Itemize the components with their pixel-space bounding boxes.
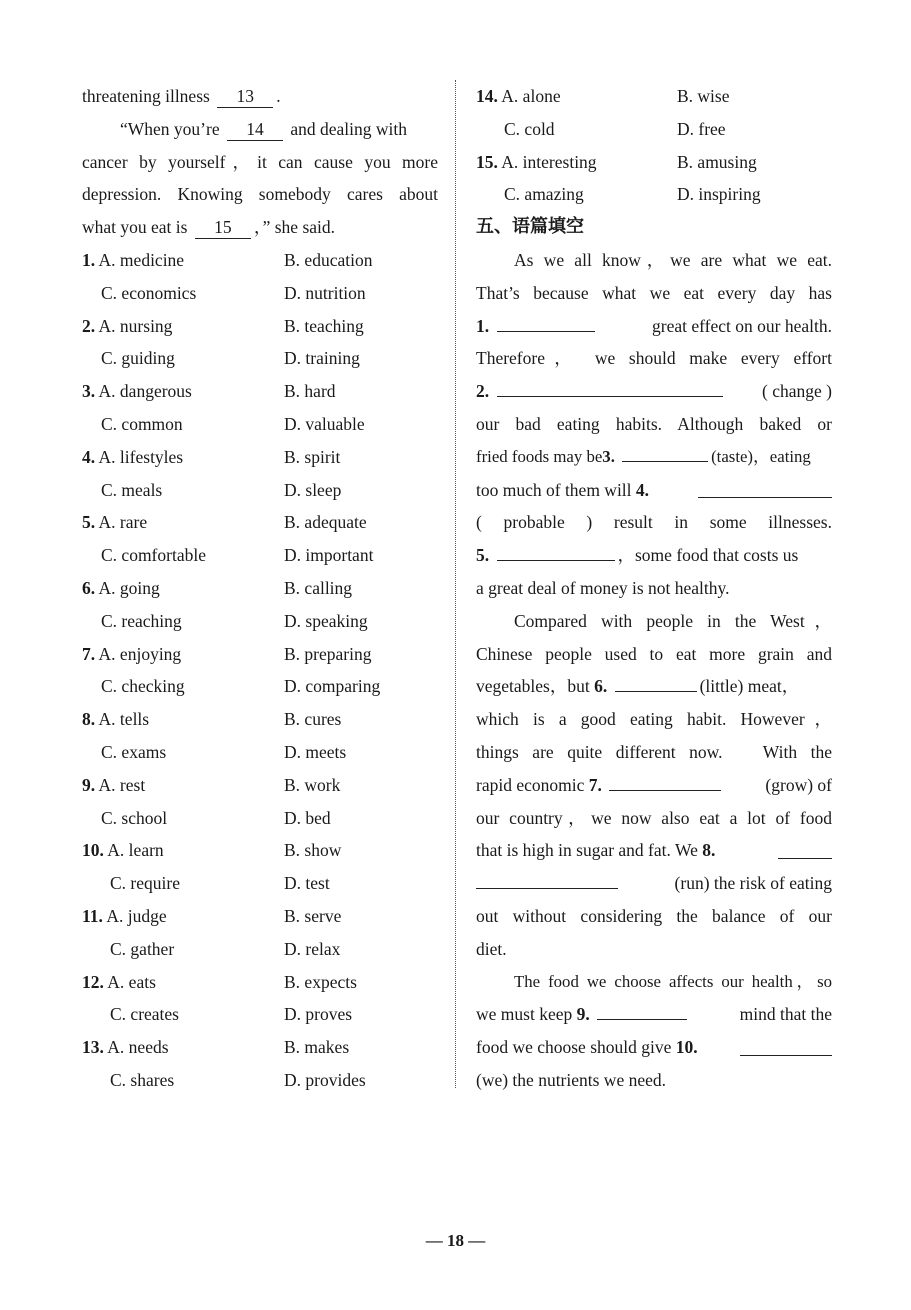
cloze-line bbox=[476, 998, 832, 1031]
question-row bbox=[82, 375, 438, 408]
question-number: 8. bbox=[82, 709, 96, 730]
option-a-label: A. rest bbox=[98, 774, 146, 795]
option-d[interactable]: D. speaking bbox=[284, 610, 368, 631]
left-question-list bbox=[82, 244, 438, 1097]
option-a[interactable] bbox=[82, 375, 192, 408]
blank-number: 5. bbox=[476, 545, 490, 566]
option-a[interactable] bbox=[476, 80, 561, 113]
option-a-label: A. needs bbox=[107, 1037, 169, 1058]
page-number: — 18 — bbox=[425, 1231, 486, 1250]
question-row bbox=[82, 506, 438, 539]
question-row bbox=[476, 178, 832, 211]
option-d[interactable]: D. inspiring bbox=[677, 184, 761, 205]
question-number: 2. bbox=[82, 315, 96, 336]
question-row bbox=[82, 867, 438, 900]
passage-line: cancer by yourself，it can cause you more bbox=[82, 151, 438, 172]
option-a-label: A. rare bbox=[98, 512, 148, 533]
question-row bbox=[476, 146, 832, 179]
option-c[interactable]: C. gather bbox=[110, 938, 175, 959]
option-d[interactable]: D. bed bbox=[284, 807, 331, 828]
option-d[interactable]: D. nutrition bbox=[284, 282, 366, 303]
option-c[interactable]: C. economics bbox=[101, 282, 197, 303]
cloze-line bbox=[476, 670, 832, 703]
cloze-line: our country，we now also eat a lot of food bbox=[476, 807, 832, 828]
cloze-line: The food we choose affects our health，so bbox=[514, 971, 832, 991]
cloze-line: things are quite different now. With the bbox=[476, 741, 832, 762]
cloze-text: (run) the risk of eating bbox=[674, 873, 832, 894]
option-b[interactable]: B. expects bbox=[284, 971, 357, 992]
question-number: 13. bbox=[82, 1037, 104, 1058]
passage-text: . bbox=[276, 86, 281, 106]
cloze-line: Therefore， we should make every effort bbox=[476, 348, 832, 369]
cloze-text: (grow) of bbox=[765, 774, 832, 795]
blank-number: 3. bbox=[602, 446, 615, 466]
question-row bbox=[82, 834, 438, 867]
cloze-blank-5[interactable] bbox=[497, 542, 615, 561]
option-b[interactable]: B. teaching bbox=[284, 315, 364, 336]
option-b[interactable]: B. spirit bbox=[284, 446, 341, 467]
option-a[interactable] bbox=[82, 441, 183, 474]
cloze-blank-1[interactable] bbox=[497, 313, 595, 332]
option-c[interactable]: C. reaching bbox=[101, 610, 182, 631]
question-number: 1. bbox=[82, 249, 96, 270]
option-c[interactable]: C. comfortable bbox=[101, 545, 206, 566]
option-a-label: A. going bbox=[98, 577, 160, 598]
option-a[interactable] bbox=[82, 572, 160, 605]
cloze-line bbox=[476, 867, 832, 900]
cloze-text: that is high in sugar and fat. We bbox=[476, 840, 698, 861]
cloze-blank-7[interactable] bbox=[609, 772, 721, 791]
blank-number: 2. bbox=[476, 381, 490, 402]
option-b[interactable]: B. work bbox=[284, 774, 341, 795]
question-row bbox=[82, 539, 438, 572]
option-a[interactable] bbox=[82, 244, 184, 277]
option-b[interactable]: B. cures bbox=[284, 709, 342, 730]
option-c[interactable]: C. shares bbox=[110, 1069, 175, 1090]
option-d[interactable]: D. meets bbox=[284, 741, 347, 762]
question-row bbox=[82, 802, 438, 835]
option-b[interactable]: B. adequate bbox=[284, 512, 367, 533]
question-number: 14. bbox=[476, 86, 498, 106]
question-number: 5. bbox=[82, 512, 96, 533]
option-b[interactable]: B. wise bbox=[677, 86, 730, 106]
right-question-list bbox=[476, 80, 832, 211]
option-b[interactable]: B. preparing bbox=[284, 643, 372, 664]
option-a-label: A. interesting bbox=[501, 151, 597, 172]
cloze-text: (taste)，eating bbox=[711, 446, 811, 466]
cloze-text: too much of them will bbox=[476, 479, 632, 500]
question-row bbox=[82, 474, 438, 507]
cloze-line bbox=[476, 310, 832, 343]
question-number: 9. bbox=[82, 774, 96, 795]
question-row bbox=[82, 342, 438, 375]
question-number: 3. bbox=[82, 381, 96, 402]
blank-number: 9. bbox=[576, 1004, 590, 1025]
option-a-label: A. lifestyles bbox=[98, 446, 184, 467]
option-a-label: A. learn bbox=[107, 840, 164, 861]
option-c[interactable]: C. meals bbox=[101, 479, 163, 500]
cloze-line bbox=[476, 441, 832, 474]
question-row bbox=[82, 900, 438, 933]
option-b[interactable]: B. hard bbox=[284, 381, 336, 402]
option-c[interactable]: C. exams bbox=[101, 741, 167, 762]
option-a-label: A. nursing bbox=[98, 315, 173, 336]
passage-text: what you eat is bbox=[82, 217, 188, 238]
option-c[interactable]: C. school bbox=[101, 807, 168, 828]
cloze-line: As we all know，we are what we eat. bbox=[514, 249, 832, 270]
option-d[interactable]: D. relax bbox=[284, 938, 341, 959]
option-a-label: A. judge bbox=[106, 905, 167, 926]
cloze-text: ，some food that costs us bbox=[617, 545, 799, 566]
option-a-label: A. tells bbox=[98, 709, 150, 730]
option-a-label: A. enjoying bbox=[98, 643, 182, 664]
question-row bbox=[82, 1031, 438, 1064]
option-a-label: A. alone bbox=[501, 86, 561, 106]
question-number: 4. bbox=[82, 446, 96, 467]
left-column bbox=[82, 80, 438, 1097]
option-a[interactable] bbox=[82, 310, 172, 343]
option-a[interactable] bbox=[82, 769, 145, 802]
passage-line bbox=[82, 80, 438, 113]
question-number: 12. bbox=[82, 971, 104, 992]
blank-number: 1. bbox=[476, 315, 490, 336]
option-a[interactable] bbox=[82, 506, 147, 539]
blank-number: 10. bbox=[675, 1037, 698, 1058]
cloze-line: ( probable ) result in some illnesses. bbox=[476, 512, 832, 533]
option-a[interactable] bbox=[82, 1031, 169, 1064]
option-c[interactable]: C. require bbox=[110, 873, 180, 894]
cloze-blank-2[interactable] bbox=[497, 378, 723, 397]
cloze-line: a great deal of money is not healthy. bbox=[476, 577, 730, 598]
cloze-line: (we) the nutrients we need. bbox=[476, 1069, 666, 1090]
passage-text: “When you’re bbox=[120, 118, 220, 139]
question-row bbox=[82, 736, 438, 769]
option-c[interactable]: C. amazing bbox=[504, 184, 584, 205]
answer-blank-13[interactable]: 13 bbox=[217, 85, 273, 108]
column-divider bbox=[455, 80, 456, 1088]
cloze-blank-8-cont[interactable] bbox=[476, 870, 618, 889]
cloze-blank-4[interactable] bbox=[698, 479, 832, 498]
question-number: 15. bbox=[476, 151, 498, 172]
option-d[interactable]: D. sleep bbox=[284, 479, 342, 500]
option-b[interactable]: B. education bbox=[284, 249, 373, 270]
option-d[interactable]: D. proves bbox=[284, 1004, 353, 1025]
option-c[interactable]: C. checking bbox=[101, 676, 185, 697]
option-c[interactable]: C. creates bbox=[110, 1004, 179, 1025]
option-a[interactable] bbox=[476, 146, 597, 179]
question-row bbox=[476, 113, 832, 146]
option-a[interactable] bbox=[82, 900, 167, 933]
option-d[interactable]: D. test bbox=[284, 873, 330, 894]
question-row bbox=[82, 277, 438, 310]
blank-number: 6. bbox=[594, 676, 608, 697]
question-row bbox=[82, 605, 438, 638]
question-row bbox=[82, 769, 438, 802]
cloze-text: rapid economic bbox=[476, 774, 585, 795]
answer-blank-14[interactable]: 14 bbox=[227, 118, 283, 141]
section-title: 五、语篇填空 bbox=[476, 216, 584, 238]
cloze-line bbox=[476, 834, 832, 867]
cloze-text: great effect on our health. bbox=[652, 315, 832, 336]
question-number: 7. bbox=[82, 643, 96, 664]
question-row bbox=[82, 933, 438, 966]
right-column bbox=[476, 80, 832, 1097]
option-d[interactable]: D. important bbox=[284, 545, 374, 566]
question-row bbox=[82, 310, 438, 343]
blank-number: 8. bbox=[702, 840, 716, 861]
option-c[interactable]: C. common bbox=[101, 413, 183, 434]
option-d[interactable]: D. free bbox=[677, 118, 726, 139]
cloze-line bbox=[476, 539, 832, 572]
option-c[interactable]: C. guiding bbox=[101, 348, 175, 369]
cloze-blank-3[interactable] bbox=[622, 443, 708, 462]
option-b[interactable]: B. show bbox=[284, 840, 342, 861]
option-a[interactable] bbox=[82, 834, 164, 867]
option-b[interactable]: B. amusing bbox=[677, 151, 757, 172]
cloze-text: mind that the bbox=[739, 1004, 832, 1025]
option-a[interactable] bbox=[82, 703, 149, 736]
option-d[interactable]: D. comparing bbox=[284, 676, 381, 697]
passage-text: ，” she said. bbox=[253, 217, 336, 238]
question-number: 10. bbox=[82, 840, 104, 861]
option-a-label: A. eats bbox=[107, 971, 156, 992]
question-row bbox=[82, 244, 438, 277]
cloze-line bbox=[476, 1031, 832, 1064]
option-b[interactable]: B. makes bbox=[284, 1037, 350, 1058]
option-b[interactable]: B. serve bbox=[284, 905, 342, 926]
cloze-line bbox=[476, 375, 832, 408]
cloze-line: which is a good eating habit. However， bbox=[476, 709, 832, 730]
question-row bbox=[82, 441, 438, 474]
cloze-line bbox=[476, 769, 832, 802]
cloze-line: out without considering the balance of our bbox=[476, 905, 832, 926]
question-row bbox=[82, 966, 438, 999]
answer-blank-15[interactable]: 15 bbox=[195, 216, 251, 239]
cloze-line bbox=[476, 474, 832, 507]
cloze-blank-8[interactable] bbox=[778, 840, 832, 859]
question-row bbox=[82, 638, 438, 671]
option-a[interactable] bbox=[82, 638, 181, 671]
blank-number: 4. bbox=[635, 479, 650, 500]
cloze-text: ( change ) bbox=[762, 381, 832, 402]
passage-text: threatening illness bbox=[82, 86, 210, 106]
cloze-blank-6[interactable] bbox=[615, 673, 697, 692]
cloze-line: Compared with people in the West， bbox=[514, 610, 832, 631]
option-a-label: A. medicine bbox=[98, 249, 185, 270]
question-number: 6. bbox=[82, 577, 96, 598]
question-row bbox=[476, 80, 832, 113]
option-b[interactable]: B. calling bbox=[284, 577, 353, 598]
cloze-text: we must keep bbox=[476, 1004, 573, 1025]
option-d[interactable]: D. valuable bbox=[284, 413, 365, 434]
question-row bbox=[82, 703, 438, 736]
question-row bbox=[82, 998, 438, 1031]
cloze-text: vegetables，but bbox=[476, 676, 590, 697]
passage-line: depression. Knowing somebody cares about bbox=[82, 184, 438, 205]
question-row bbox=[82, 1064, 438, 1097]
passage-line bbox=[82, 113, 438, 146]
cloze-blank-9[interactable] bbox=[597, 1001, 687, 1020]
question-number: 11. bbox=[82, 905, 103, 926]
question-row bbox=[82, 408, 438, 441]
cloze-blank-10[interactable] bbox=[740, 1037, 832, 1056]
option-a[interactable] bbox=[82, 966, 156, 999]
cloze-line: diet. bbox=[476, 938, 507, 959]
question-row bbox=[82, 670, 438, 703]
blank-number: 7. bbox=[588, 774, 602, 795]
option-d[interactable]: D. training bbox=[284, 348, 360, 369]
cloze-line: our bad eating habits. Although baked or bbox=[476, 413, 832, 434]
cloze-text: food we choose should give bbox=[476, 1037, 672, 1058]
option-d[interactable]: D. provides bbox=[284, 1069, 366, 1090]
cloze-line: Chinese people used to eat more grain and bbox=[476, 643, 832, 664]
cloze-text: fried foods may be bbox=[476, 446, 603, 466]
cloze-line: That’s because what we eat every day has bbox=[476, 282, 832, 303]
passage-text: and dealing with bbox=[290, 118, 407, 139]
passage-line bbox=[82, 211, 438, 244]
option-c[interactable]: C. cold bbox=[504, 118, 555, 139]
option-a-label: A. dangerous bbox=[98, 381, 192, 402]
question-row bbox=[82, 572, 438, 605]
cloze-text: (little) meat， bbox=[699, 676, 800, 697]
